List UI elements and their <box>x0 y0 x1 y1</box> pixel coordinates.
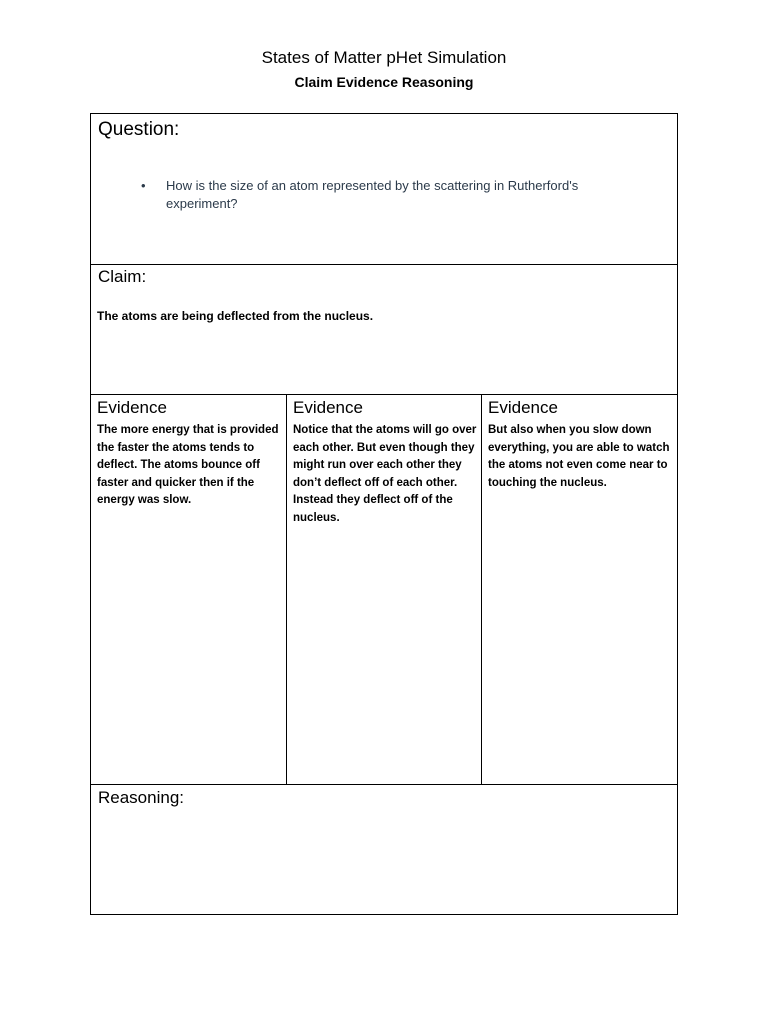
document-title: States of Matter pHet Simulation <box>261 48 507 67</box>
reasoning-heading: Reasoning: <box>98 788 185 807</box>
evidence-text-2: Notice that the atoms will go over each other. But even though they might run over each other they don’t deflect off of each other. Instead they deflect off of the nucleus. <box>293 424 477 524</box>
evidence-heading-1: Evidence <box>97 398 167 417</box>
evidence-section <box>91 395 677 785</box>
evidence-text-3: But also when you slow down everything, you are able to watch the atoms not even come near to touching the nucleus. <box>488 424 670 489</box>
claim-heading: Claim: <box>98 267 147 286</box>
document-subtitle: Claim Evidence Reasoning <box>294 74 474 90</box>
evidence-column-1 <box>91 395 287 785</box>
cer-table <box>90 113 678 915</box>
evidence-text-1: The more energy that is provided the faster the atoms tends to deflect. The atoms bounce off faster and quicker then if the energy was slow. <box>97 424 279 506</box>
reasoning-section <box>91 785 677 914</box>
evidence-column-3 <box>482 395 677 785</box>
bullet-icon: • <box>141 178 146 193</box>
question-section <box>91 114 677 265</box>
question-heading: Question: <box>98 119 180 140</box>
evidence-heading-3: Evidence <box>488 398 558 417</box>
evidence-heading-2: Evidence <box>293 398 363 417</box>
claim-section <box>91 265 677 395</box>
claim-text: The atoms are being deflected from the nucleus. <box>97 309 374 323</box>
evidence-column-2 <box>287 395 482 785</box>
question-text: How is the size of an atom represented by the scattering in Rutherford's experiment? <box>166 178 579 211</box>
question-bullet-item <box>141 177 611 213</box>
